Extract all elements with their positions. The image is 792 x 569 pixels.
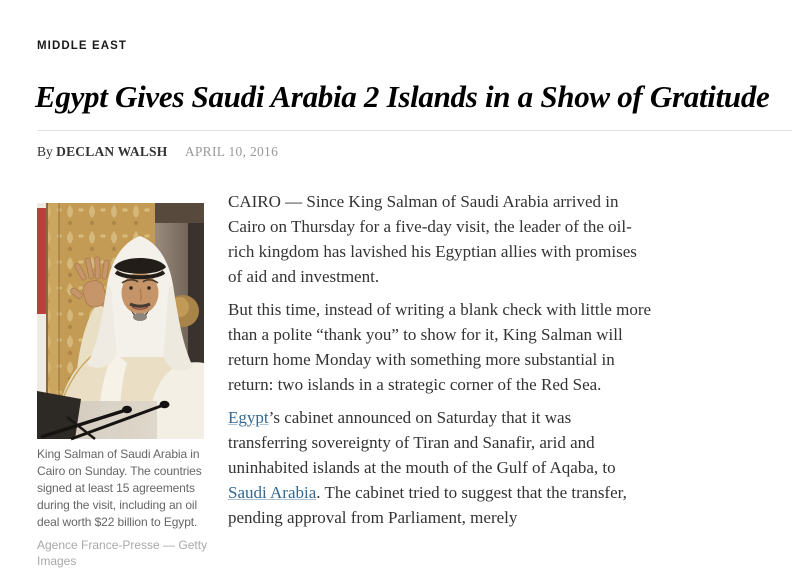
photo-caption: King Salman of Saudi Arabia in Cairo on Sunday. The countries signed at least 15 agreements during the visit, including an oil deal worth $22 billion to Egypt. (37, 447, 202, 529)
section-kicker-link[interactable]: MIDDLE EAST (37, 40, 128, 52)
byline-author: DECLAN WALSH (56, 144, 168, 159)
byline-prefix: By (37, 144, 53, 159)
lead-figure (37, 203, 221, 569)
article-paragraph: CAIRO — Since King Salman of Saudi Arabia arrived in Cairo on Thursday for a five-day visit, the leader of the oil-rich kingdom has lavished his Egyptian allies with promises of aid and investment. (228, 192, 637, 286)
inline-link[interactable]: Saudi Arabia (228, 483, 317, 502)
article-paragraph: Egypt’s cabinet announced on Saturday that it was transferring sovereignty of Tiran and Sanafir, arid and uninhabited islands at the mouth of the Gulf of Aqaba, to Saudi Arabia. The cabinet tried to suggest that the transfer, pending approval from Parliament, merely (228, 408, 627, 527)
photo-credit: Agence France-Presse — Getty Images (37, 538, 208, 568)
byline-date: APRIL 10, 2016 (184, 144, 279, 159)
inline-link[interactable]: Egypt (228, 408, 269, 427)
king-salman-photo (37, 203, 204, 439)
article-headline: Egypt Gives Saudi Arabia 2 Islands in a Show of Gratitude (35, 79, 770, 114)
byline (37, 144, 278, 160)
article-body (228, 189, 652, 538)
headline-divider (37, 130, 792, 131)
article-paragraph: But this time, instead of writing a blank check with little more than a polite “thank you” to show for it, King Salman will return home Monday with something more substantial in return: two islands in a strategic corner of the Red Sea. (228, 300, 652, 394)
